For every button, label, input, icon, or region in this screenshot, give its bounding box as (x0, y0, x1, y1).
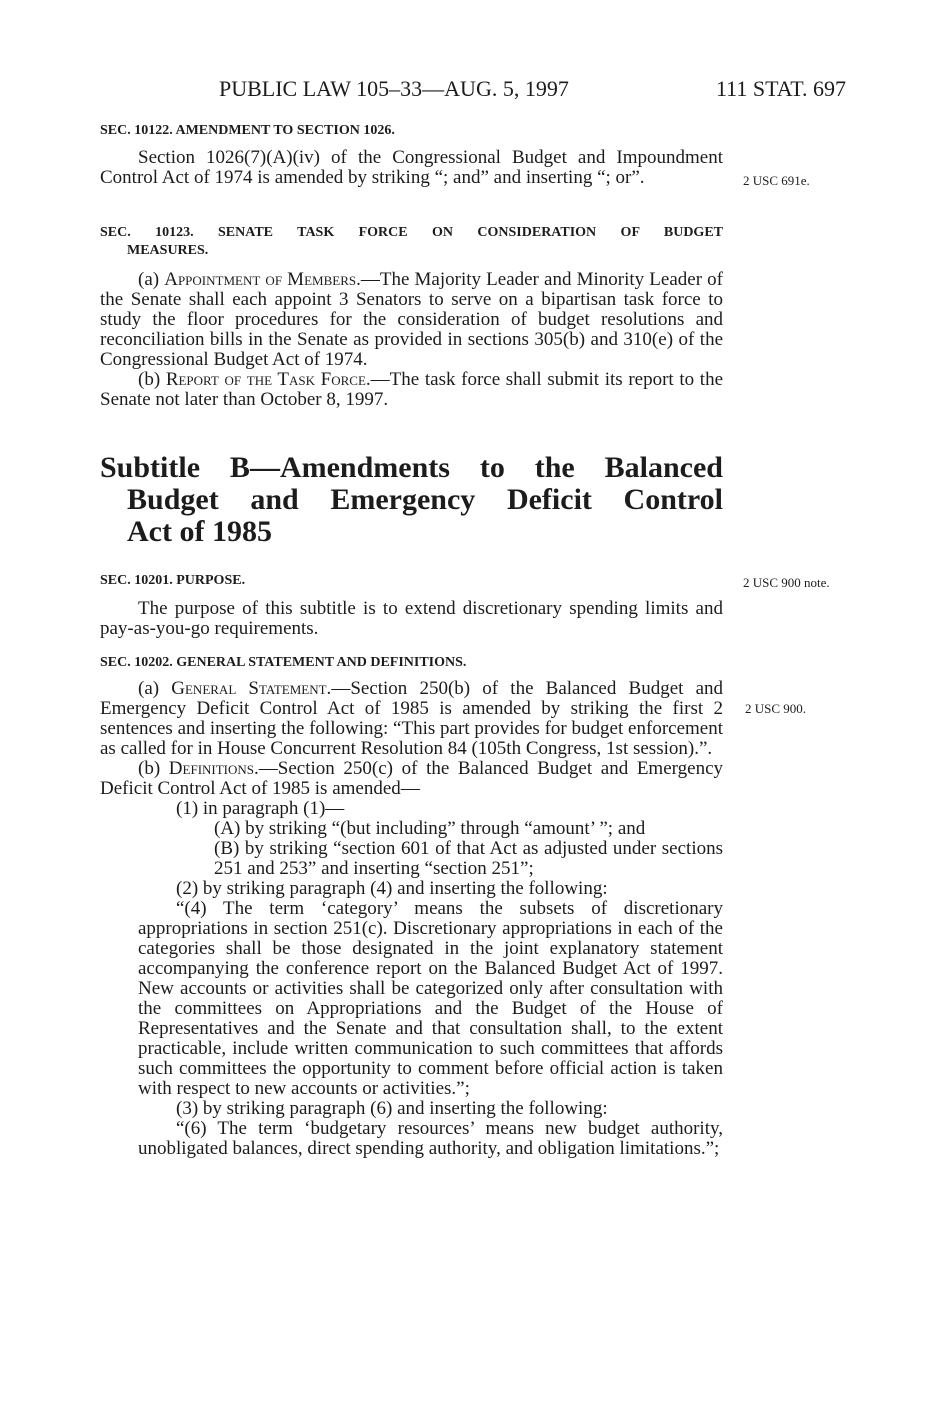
subsection-label: (b) (138, 369, 166, 390)
quoted-paragraph-4: “(4) The term ‘category’ means the subsets of discretionary appropriations in section 251(c). Discretionary appropriations in each of the categories shall be those designated in the joint explanatory statement accompanying the conference report on the Balanced Budget Act of 1997. New accounts or activities shall be categorized only after consultation with the committees on Appropriations and the Budget of the House of Representatives and the Senate and that consultation shall, to the extent practicable, include written communication to such committees that affords such committees the opportunity to comment before official action is taken with respect to new accounts or activities.”; (138, 898, 723, 1099)
subtitle-line-1: Subtitle B—Amendments to the Balanced (100, 451, 723, 484)
subsection-label: (a) (138, 678, 172, 699)
subparagraph-1B: (B) by striking “section 601 of that Act as adjusted under sections 251 and 253” and inserting “section 251”; (214, 838, 723, 879)
subsection-b-10202 (100, 759, 723, 799)
running-header-title: PUBLIC LAW 105–33—AUG. 5, 1997 (219, 76, 569, 101)
subsection-label: (b) (138, 758, 169, 779)
section-heading-10201: SEC. 10201. PURPOSE. (100, 573, 246, 588)
subsection-a-10123 (100, 270, 723, 370)
page-number: 111 STAT. 697 (716, 76, 847, 101)
subsection-caption: General Statement. (171, 678, 332, 699)
subtitle-line-3: Act of 1985 (127, 515, 272, 548)
subsection-a-10202 (100, 679, 723, 759)
section-heading-10122: SEC. 10122. AMENDMENT TO SECTION 1026. (100, 123, 395, 138)
heading-line-1: SEC. 10123. SENATE TASK FORCE ON CONSIDERATION OF BUDGET (100, 225, 723, 240)
subsection-text: —Section 250(c) of the Balanced Budget and Emergency Deficit Control Act of 1985 is amended— (100, 758, 723, 799)
subparagraph-1A: (A) by striking “(but including” through “amount’ ”; and (214, 818, 646, 839)
paragraph-2: (2) by striking paragraph (4) and inserting the following: (176, 878, 608, 899)
subtitle-line-2: Budget and Emergency Deficit Control (127, 483, 723, 516)
margin-citation-10122: 2 USC 691e. (743, 173, 810, 188)
subsection-text: —Section 250(b) of the Balanced Budget and Emergency Deficit Control Act of 1985 is amended by striking the first 2 sentences and inserting the following: “This part provides for budget enforcement as called for in House Concurrent Resolution 84 (105th Congress, 1st session).”. (100, 678, 724, 759)
section-text-10123 (100, 270, 723, 410)
subsection-text: —The Majority Leader and Minority Leader of the Senate shall each appoint 3 Senators to serve on a bipartisan task force to study the floor procedures for the consideration of budget resolutions and reconciliation bills in the Senate as provided in sections 305(b) and 310(e) of the Congressional Budget Act of 1974. (100, 269, 723, 370)
quoted-paragraph-6: “(6) The term ‘budgetary resources’ means new budget authority, unobligated balances, direct spending authority, and obligation limitations.”; (138, 1118, 723, 1159)
paragraph-1: (1) in paragraph (1)— (176, 798, 345, 819)
section-text-10122 (100, 148, 723, 188)
subsection-caption: Report of the Task Force. (165, 369, 371, 390)
subtitle-heading (100, 452, 723, 548)
section-text-10201 (100, 599, 723, 639)
paragraph-3: (3) by striking paragraph (6) and inserting the following: (176, 1098, 608, 1119)
section-text-10202 (100, 679, 723, 1159)
paragraph-10122: Section 1026(7)(A)(iv) of the Congressional Budget and Impoundment Control Act of 1974 is amended by striking “; and” and inserting “; or”. (100, 147, 723, 188)
margin-citation-10202: 2 USC 900. (745, 701, 807, 716)
subsection-caption: Definitions. (168, 758, 259, 779)
subsection-b-10123 (100, 370, 723, 410)
section-heading-10202: SEC. 10202. GENERAL STATEMENT AND DEFINITIONS. (100, 655, 467, 670)
margin-citation-10201: 2 USC 900 note. (743, 575, 830, 590)
heading-line-2: MEASURES. (127, 243, 209, 258)
paragraph-10201: The purpose of this subtitle is to extend discretionary spending limits and pay-as-you-go requirements. (100, 598, 723, 639)
subsection-caption: Appointment of Members. (164, 269, 361, 290)
section-heading-10123 (100, 224, 723, 260)
subsection-text: —The task force shall submit its report to the Senate not later than October 8, 1997. (100, 369, 723, 410)
subsection-label: (a) (138, 269, 165, 290)
